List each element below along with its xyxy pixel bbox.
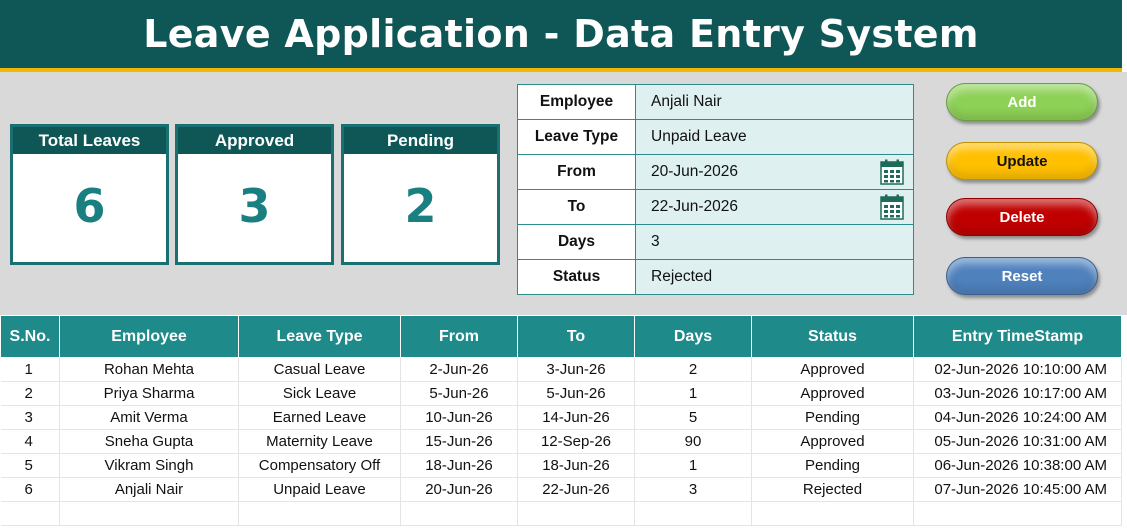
cell-employee[interactable]: Rohan Mehta bbox=[60, 358, 239, 382]
to-date-field[interactable]: 22-Jun-2026 bbox=[651, 198, 739, 215]
calendar-icon[interactable] bbox=[880, 159, 904, 185]
empty-cell[interactable] bbox=[60, 502, 239, 526]
table-row[interactable] bbox=[1, 478, 1122, 502]
column-header-leave-type[interactable]: Leave Type bbox=[239, 316, 401, 358]
table-header-row bbox=[1, 316, 1122, 358]
cell-sno[interactable]: 4 bbox=[1, 430, 60, 454]
column-header-to[interactable]: To bbox=[518, 316, 635, 358]
leave-records-table bbox=[0, 315, 1122, 526]
kpi-total-leaves-label: Total Leaves bbox=[13, 127, 166, 154]
cell-timestamp[interactable]: 07-Jun-2026 10:45:00 AM bbox=[914, 478, 1122, 502]
cell-days[interactable]: 90 bbox=[635, 430, 752, 454]
kpi-approved-label: Approved bbox=[178, 127, 331, 154]
cell-from[interactable]: 15-Jun-26 bbox=[401, 430, 518, 454]
column-header-status[interactable]: Status bbox=[752, 316, 914, 358]
employee-field[interactable]: Anjali Nair bbox=[636, 85, 914, 120]
empty-cell[interactable] bbox=[635, 502, 752, 526]
cell-status[interactable]: Rejected bbox=[752, 478, 914, 502]
kpi-approved bbox=[176, 125, 333, 264]
cell-days[interactable]: 5 bbox=[635, 406, 752, 430]
reset-button[interactable]: Reset bbox=[946, 257, 1098, 295]
cell-to[interactable]: 3-Jun-26 bbox=[518, 358, 635, 382]
leave-type-label: Leave Type bbox=[518, 120, 636, 155]
cell-leave-type[interactable]: Casual Leave bbox=[239, 358, 401, 382]
cell-timestamp[interactable]: 02-Jun-2026 10:10:00 AM bbox=[914, 358, 1122, 382]
cell-from[interactable]: 2-Jun-26 bbox=[401, 358, 518, 382]
cell-leave-type[interactable]: Earned Leave bbox=[239, 406, 401, 430]
empty-cell[interactable] bbox=[752, 502, 914, 526]
form-row-days bbox=[518, 225, 914, 260]
table-row[interactable] bbox=[1, 358, 1122, 382]
cell-to[interactable]: 18-Jun-26 bbox=[518, 454, 635, 478]
cell-to[interactable]: 22-Jun-26 bbox=[518, 478, 635, 502]
cell-timestamp[interactable]: 03-Jun-2026 10:17:00 AM bbox=[914, 382, 1122, 406]
cell-status[interactable]: Pending bbox=[752, 454, 914, 478]
cell-to[interactable]: 14-Jun-26 bbox=[518, 406, 635, 430]
form-row-to bbox=[518, 190, 914, 225]
kpi-pending bbox=[342, 125, 499, 264]
form-row-status bbox=[518, 260, 914, 295]
cell-leave-type[interactable]: Compensatory Off bbox=[239, 454, 401, 478]
kpi-pending-value: 2 bbox=[404, 179, 437, 233]
column-header-employee[interactable]: Employee bbox=[60, 316, 239, 358]
leave-type-field[interactable]: Unpaid Leave bbox=[636, 120, 914, 155]
cell-sno[interactable]: 1 bbox=[1, 358, 60, 382]
cell-status[interactable]: Approved bbox=[752, 382, 914, 406]
from-date-cell[interactable] bbox=[636, 155, 914, 190]
cell-days[interactable]: 2 bbox=[635, 358, 752, 382]
page-title: Leave Application - Data Entry System bbox=[143, 12, 979, 56]
cell-employee[interactable]: Priya Sharma bbox=[60, 382, 239, 406]
cell-employee[interactable]: Anjali Nair bbox=[60, 478, 239, 502]
status-label: Status bbox=[518, 260, 636, 295]
cell-from[interactable]: 20-Jun-26 bbox=[401, 478, 518, 502]
empty-cell[interactable] bbox=[401, 502, 518, 526]
to-date-cell[interactable] bbox=[636, 190, 914, 225]
empty-table-row[interactable] bbox=[1, 502, 1122, 526]
kpi-total-leaves bbox=[11, 125, 168, 264]
cell-sno[interactable]: 5 bbox=[1, 454, 60, 478]
kpi-pending-label: Pending bbox=[344, 127, 497, 154]
column-header-sno[interactable]: S.No. bbox=[1, 316, 60, 358]
cell-status[interactable]: Pending bbox=[752, 406, 914, 430]
cell-from[interactable]: 10-Jun-26 bbox=[401, 406, 518, 430]
cell-from[interactable]: 5-Jun-26 bbox=[401, 382, 518, 406]
cell-days[interactable]: 1 bbox=[635, 382, 752, 406]
to-label: To bbox=[518, 190, 636, 225]
table-row[interactable] bbox=[1, 454, 1122, 478]
from-date-field[interactable]: 20-Jun-2026 bbox=[651, 163, 739, 180]
cell-employee[interactable]: Vikram Singh bbox=[60, 454, 239, 478]
form-row-leave-type bbox=[518, 120, 914, 155]
from-label: From bbox=[518, 155, 636, 190]
cell-from[interactable]: 18-Jun-26 bbox=[401, 454, 518, 478]
cell-leave-type[interactable]: Maternity Leave bbox=[239, 430, 401, 454]
cell-sno[interactable]: 2 bbox=[1, 382, 60, 406]
table-row[interactable] bbox=[1, 406, 1122, 430]
empty-cell[interactable] bbox=[518, 502, 635, 526]
cell-timestamp[interactable]: 06-Jun-2026 10:38:00 AM bbox=[914, 454, 1122, 478]
column-header-timestamp[interactable]: Entry TimeStamp bbox=[914, 316, 1122, 358]
table-row[interactable] bbox=[1, 382, 1122, 406]
cell-status[interactable]: Approved bbox=[752, 430, 914, 454]
cell-sno[interactable]: 6 bbox=[1, 478, 60, 502]
cell-status[interactable]: Approved bbox=[752, 358, 914, 382]
cell-leave-type[interactable]: Sick Leave bbox=[239, 382, 401, 406]
add-button[interactable]: Add bbox=[946, 83, 1098, 121]
cell-to[interactable]: 5-Jun-26 bbox=[518, 382, 635, 406]
app-header bbox=[0, 0, 1122, 68]
cell-sno[interactable]: 3 bbox=[1, 406, 60, 430]
form-row-from bbox=[518, 155, 914, 190]
status-field[interactable]: Rejected bbox=[636, 260, 914, 295]
empty-cell[interactable] bbox=[914, 502, 1122, 526]
update-button[interactable]: Update bbox=[946, 142, 1098, 180]
cell-employee[interactable]: Amit Verma bbox=[60, 406, 239, 430]
cell-leave-type[interactable]: Unpaid Leave bbox=[239, 478, 401, 502]
form-row-employee bbox=[518, 85, 914, 120]
days-field[interactable]: 3 bbox=[636, 225, 914, 260]
kpi-total-leaves-value: 6 bbox=[73, 179, 106, 233]
empty-cell[interactable] bbox=[1, 502, 60, 526]
cell-timestamp[interactable]: 04-Jun-2026 10:24:00 AM bbox=[914, 406, 1122, 430]
cell-days[interactable]: 1 bbox=[635, 454, 752, 478]
column-header-from[interactable]: From bbox=[401, 316, 518, 358]
delete-button[interactable]: Delete bbox=[946, 198, 1098, 236]
entry-form bbox=[517, 84, 914, 295]
table-row[interactable] bbox=[1, 430, 1122, 454]
days-label: Days bbox=[518, 225, 636, 260]
cell-days[interactable]: 3 bbox=[635, 478, 752, 502]
calendar-icon[interactable] bbox=[880, 194, 904, 220]
cell-timestamp[interactable]: 05-Jun-2026 10:31:00 AM bbox=[914, 430, 1122, 454]
kpi-approved-value: 3 bbox=[238, 179, 271, 233]
cell-to[interactable]: 12-Sep-26 bbox=[518, 430, 635, 454]
cell-employee[interactable]: Sneha Gupta bbox=[60, 430, 239, 454]
employee-label: Employee bbox=[518, 85, 636, 120]
empty-cell[interactable] bbox=[239, 502, 401, 526]
column-header-days[interactable]: Days bbox=[635, 316, 752, 358]
